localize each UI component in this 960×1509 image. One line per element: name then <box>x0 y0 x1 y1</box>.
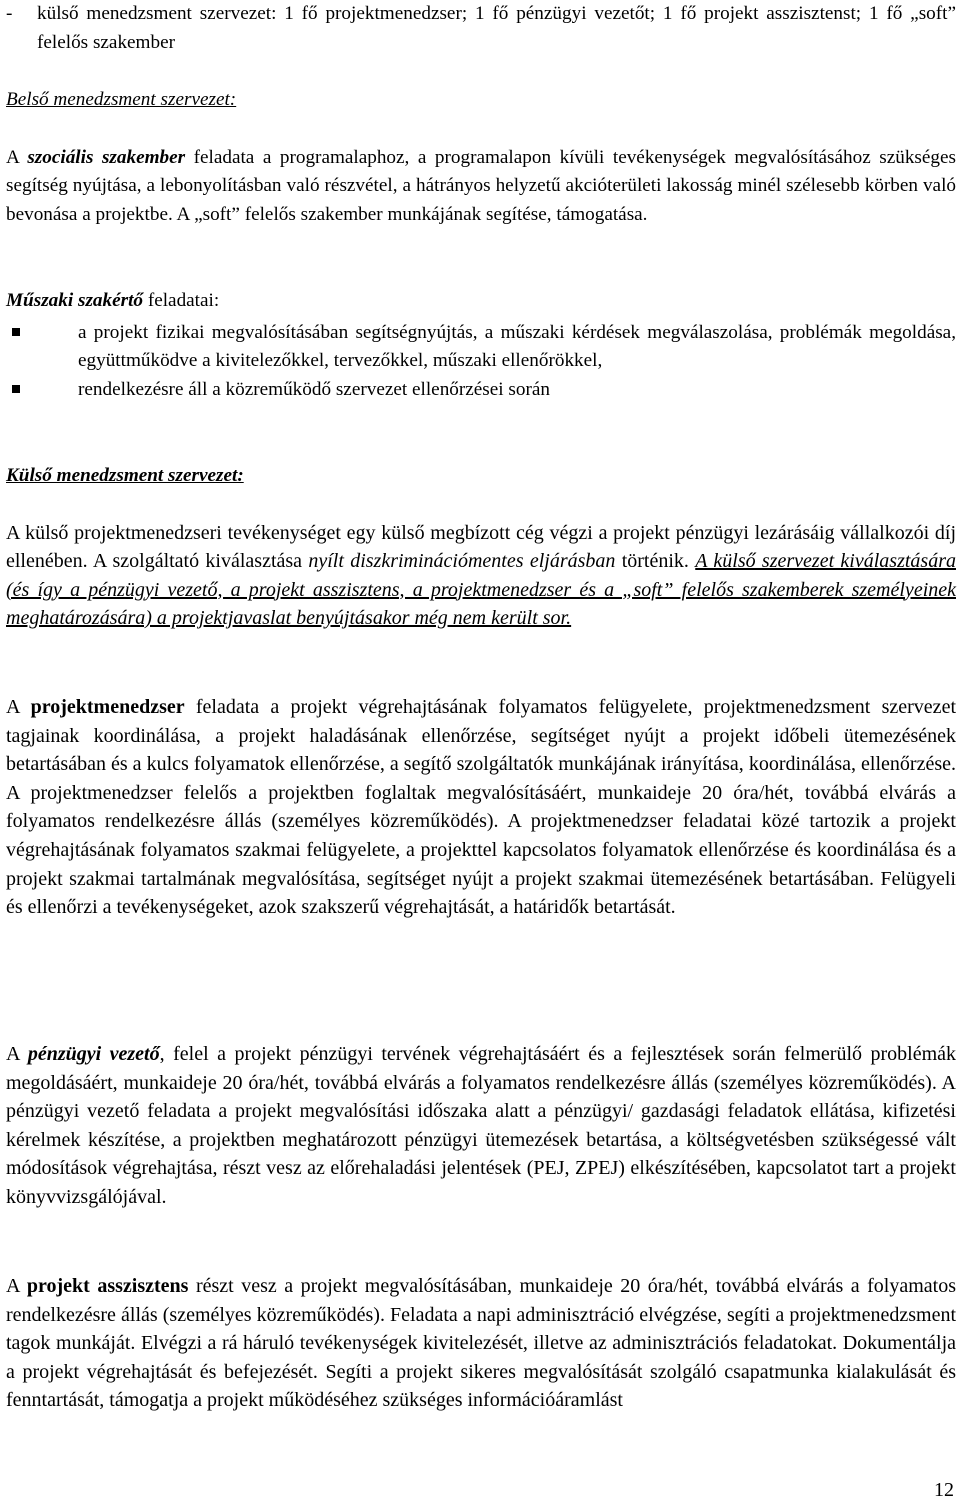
emphasis-projekt-asszisztens: projekt asszisztens <box>26 1275 189 1297</box>
text-run: A külső projektmenedzseri tevékenységet egy külső megbízott cég végzi a projekt pénzügyi lezárásáig vállalkozói díj ellenében. A szolgáltató kiválasztása <box>6 521 956 572</box>
list-item <box>6 376 956 405</box>
section-kulso <box>6 462 956 633</box>
emphasis-penzugyi-vezeto: pénzügyi vezető <box>27 1043 160 1065</box>
text-run: A <box>6 1043 28 1065</box>
muszaki-title <box>6 287 956 316</box>
section-muszaki <box>6 287 956 404</box>
text-run: feladatai: <box>143 290 220 311</box>
emphasis-eljaras: nyílt diszkriminációmentes eljárásban <box>308 550 616 572</box>
paragraph-projekt-asszisztens <box>6 1272 956 1415</box>
square-bullet-icon <box>12 328 20 336</box>
emphasis-projektmenedzser: projektmenedzser <box>30 696 185 718</box>
underlined-statement: A külső szervezet kiválasztására (és így a pénzügyi vezető, a projekt asszisztens, a projektmenedzser és a „soft” felelős szakemberek személyeinek meghatározására) a projektjavaslat benyújtásakor még nem került sor. <box>6 550 956 629</box>
intro-list-item <box>6 0 956 57</box>
list-item <box>6 319 956 376</box>
section-asszisztens <box>6 1272 956 1415</box>
text-run: A <box>6 1275 27 1297</box>
section-penzugyi <box>6 1040 956 1212</box>
text-run: részt vesz a projekt megvalósításában, munkaideje 20 óra/hét, továbbá elvárás a folyamatos rendelkezésre állás (személyes közreműködés). Feladata a napi adminisztráció elvégzése, segíti a projektmenedzsment tagok munkáját. Elvégzi a rá háruló tevékenységek kivitelezését, illetve az adminisztrációs feladatokat. Dokumentálja a projekt végrehajtását és befejezését. Segíti a projekt sikeres megvalósítását szolgáló csapatmunka kialakulását és fenntartását, támogatja a projekt működéséhez szükséges információáramlást <box>6 1275 957 1412</box>
section-heading-belso: Belső menedzsment szervezet: <box>6 89 237 110</box>
intro-item-text: külső menedzsment szervezet: 1 fő projektmenedzser; 1 fő pénzügyi vezetőt; 1 fő projekt asszisztenst; 1 fő „soft” felelős szakember <box>37 3 956 53</box>
section-belso <box>6 86 956 229</box>
paragraph-kulso-projektmenedzser <box>6 519 956 633</box>
text-run: feladata a projekt végrehajtásának folyamatos felügyelete, projektmenedzsment szervezet tagjainak koordinálása, a projekt haladásának ellenőrzése, segítséget nyújt a projekt időbeli ütemezésének betartásában és a kulcs folyamatok ellenőrzése, a segítő szolgáltatók munkájának irányítása, koordinálása, ellenőrzése. A projektmenedzser felelős a projektben foglaltak megvalósításáért, munkaideje 20 óra/hét, továbbá elvárás a folyamatos rendelkezésre állás (személyes közreműködés). A projektmenedzser feladatai közé tartozik a projekt végrehajtásának folyamatos szakmai felügyelete, a projekttel kapcsolatos folyamatok ellenőrzése és koordinálása és a projekt szakmai tartalmának megvalósítása, segítséget nyújt a projekt szakmai ütemezésének betartásában. Felügyeli és ellenőrzi a tevékenységeket, azok szakszerű végrehajtását, a határidők betartását. <box>6 696 956 919</box>
section-heading-kulso: Külső menedzsment szervezet: <box>6 465 244 486</box>
paragraph-penzugyi-vezeto <box>6 1040 956 1212</box>
text-run: , felel a projekt pénzügyi tervének végrehajtásáért és a fejlesztések során felmerülő problémák megoldásáért, munkaideje 20 óra/hét, továbbá elvárás a folyamatos rendelkezésre állás (személyes közreműködés). A pénzügyi vezető feladata a projekt megvalósítási időszaka alatt a pénzügyi/ gazdasági feladatok ellátása, kifizetési kérelmek készítése, a projektben meghatározott pénzügyi ütemezések betartása, a költségvetésben szükségessé vált módosítások végrehajtása, részt vesz az előrehaladási jelentések (PEJ, ZPEJ) elkészítésében, kapcsolatot tart a projekt könyvvizsgálójával. <box>6 1043 957 1208</box>
text-run: történik. <box>615 550 696 572</box>
text-run: feladata a programalaphoz, a programalapon kívüli tevékenységek megvalósításához szükséges segítség nyújtása, a lebonyolításban való részvétel, a hátrányos helyzetű akcióterületi lakosság minél szélesebb körben való bevonása a projektbe. A „soft” felelős szakember munkájának segítése, támogatása. <box>6 146 956 225</box>
bullet-text: rendelkezésre áll a közreműködő szervezet ellenőrzései során <box>78 378 550 400</box>
square-bullet-icon <box>12 385 20 393</box>
paragraph-projektmenedzser <box>6 693 956 922</box>
dash-marker: - <box>6 3 13 24</box>
page-number: 12 <box>934 1479 954 1501</box>
section-projektmenedzser <box>6 693 956 922</box>
text-run: A <box>6 146 28 168</box>
paragraph-szocialis <box>6 144 956 230</box>
muszaki-bullet-list <box>6 319 956 405</box>
bullet-text: a projekt fizikai megvalósításában segítségnyújtás, a műszaki kérdések megválaszolása, problémák megoldása, együttműködve a kivitelezőkkel, tervezőkkel, műszaki ellenőrökkel, <box>78 321 956 371</box>
emphasis-szocialis-szakember: szociális szakember <box>27 146 186 168</box>
emphasis-muszaki-szakerto: Műszaki szakértő <box>6 290 144 311</box>
text-run: A <box>6 696 31 718</box>
intro-section <box>6 0 956 57</box>
